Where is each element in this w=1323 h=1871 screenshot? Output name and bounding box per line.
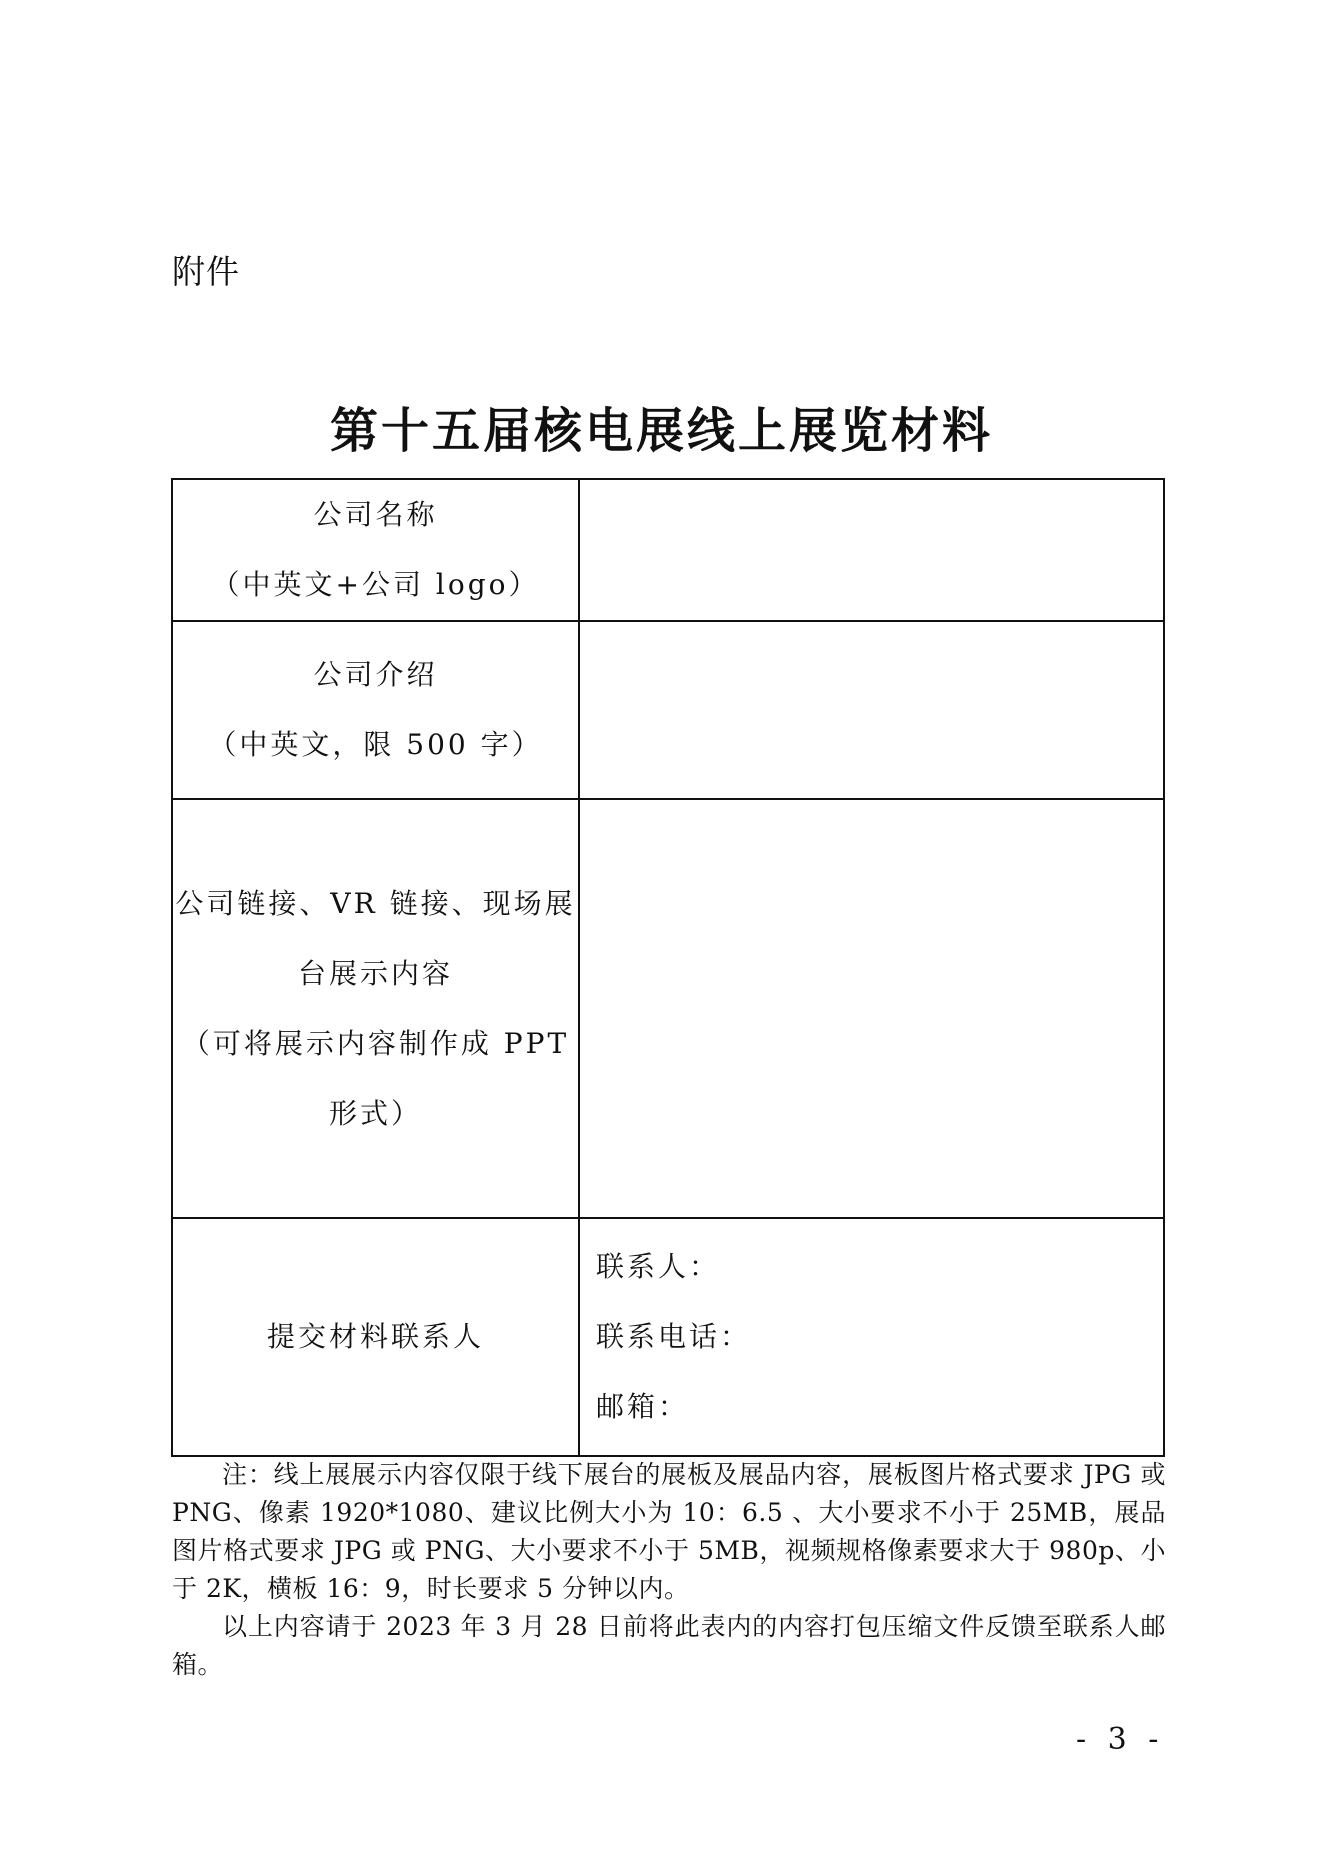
contact-label-cell [172,1218,579,1456]
company-intro-label: 公司介绍 [313,658,438,691]
links-content-label-cell [172,799,579,1218]
contact-phone-field[interactable]: 联系电话： [596,1320,752,1353]
company-name-hint: （中英文+公司 logo） [211,568,540,601]
contact-email-field[interactable]: 邮箱： [596,1390,690,1423]
company-name-label: 公司名称 [313,498,438,531]
contact-fields-cell [579,1218,1164,1456]
notes-section [172,1456,1166,1684]
form-row-contact [172,1218,1164,1456]
document-title: 第十五届核电展线上展览材料 [329,403,993,459]
company-intro-field[interactable] [579,621,1164,799]
links-content-hint-line-1: （可将展示内容制作成 PPT [181,1026,570,1060]
form-row-links-content [172,799,1164,1218]
notes-paragraph-2: 以上内容请于 2023 年 3 月 28 日前将此表内的内容打包压缩文件反馈至联系人邮箱。 [172,1612,1166,1679]
notes-paragraph-1: 注：线上展展示内容仅限于线下展台的展板及展品内容，展板图片格式要求 JPG 或 PNG、像素 1920*1080、建议比例大小为 10：6.5 、大小要求不小于 25MB，展品图片格式要求 JPG 或 PNG、大小要求不小于 5MB，视频规格像素要求大于 980p、小于 2K，横板 16：9，时长要求 5 分钟以内。 [172,1460,1166,1603]
attachment-label: 附件 [172,252,240,291]
company-intro-label-cell [172,621,579,799]
company-name-label-cell [172,479,579,621]
form-row-company-name [172,479,1164,621]
form-row-company-intro [172,621,1164,799]
company-intro-hint: （中英文，限 500 字） [208,728,543,761]
links-content-label-line-1: 公司链接、VR 链接、现场展 [175,886,576,920]
page-number: - 3 - [1076,1722,1165,1757]
links-content-hint-line-2: 形式） [328,1096,422,1130]
company-name-field[interactable] [579,479,1164,621]
links-content-label-line-2: 台展示内容 [297,956,453,990]
contact-person-field[interactable]: 联系人： [596,1250,721,1283]
links-content-field[interactable] [579,799,1164,1218]
submission-form-table [171,478,1165,1457]
contact-label: 提交材料联系人 [266,1320,484,1353]
